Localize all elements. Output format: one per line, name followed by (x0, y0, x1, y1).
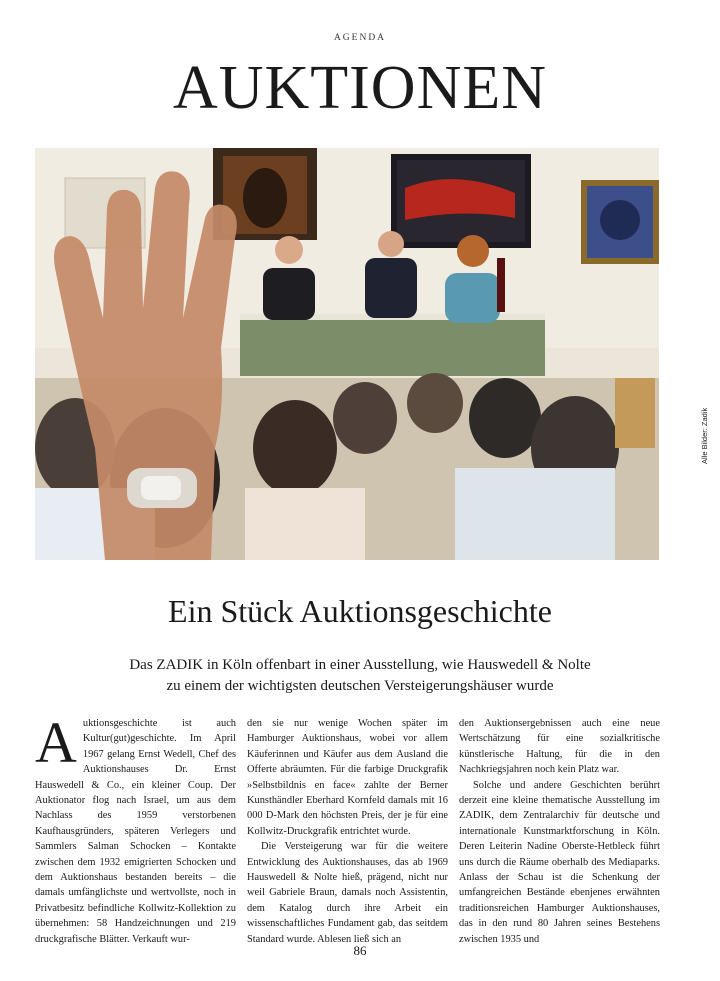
auction-photo (35, 148, 659, 560)
article-column-3 (459, 716, 660, 947)
column-3-paragraph-2: Solche und andere Geschichten berührt derzeit eine kleine thematische Ausstellung im ZADIK, dem Zentralarchiv für deutsche und internationale Kunstmarktforschung in Köln. Deren Leiterin Nadine Oberste-Hetbleck führt uns durch die Räume oberhalb des Mediaparks. Anlass der Schau ist die Schenkung der umfangreichen Bestände ebenjenes erwähnten traditionsreichen Hamburger Auktionshauses, das in den rund 80 Jahren seines Bestehens zwischen 1935 und (459, 779, 660, 945)
column-2-paragraph-2: Die Versteigerung war für die weitere Entwicklung des Auktionshauses, das ab 1969 Hauswedell & Nolte hieß, prägend, nicht nur weil Gabriele Braun, damals noch Assistentin, dem Katalog durch ihre Arbeit ein wissenschaftliches Fundament gab, das seitdem Standard wurde. Ablesen ließ sich an (247, 841, 448, 945)
subhead-line-1: Das ZADIK in Köln offenbart in einer Ausstellung, wie Hauswedell & Nolte (129, 657, 591, 673)
column-2-paragraph-1: den sie nur wenige Wochen später im Hamburger Auktionshaus, wobei vor allem Käuferinnen und Käufer aus dem Ausland die Offerte abräumten. Für die farbige Druckgrafik »Selbstbildnis en face« zahlte der Berner Kunsthändler Eberhard Kornfeld damals mit 16 000 D-Mark den höchsten Preis, der je für eine Kollwitz-Druckgrafik entrichtet wurde. (247, 718, 448, 837)
column-1-paragraph: uktionsgeschichte ist auch Kultur(gut)geschichte. Im April 1967 gelang Ernst Wedell, Chef des Auktionshauses Dr. Ernst Hauswedell & Co., ein kleiner Coup. Der Auktionator flog nach Israel, um aus dem Nachlass des 1959 verstorbenen Kaufhausgründers, späteren Verlegers und Sammlers Salman Schocken – Kontakte zwischen dem 1932 emigrierten Schocken und dem Auktionshaus bestanden bereits – die damals umfänglichste und wertvollste, noch in Privatbesitz befindliche Kollwitz-Kollektion zu übernehmen: 58 Handzeichnungen und 219 druckgrafische Blätter. Verkauft wur- (35, 718, 236, 945)
drop-cap: A (35, 710, 77, 775)
article-column-2 (247, 716, 448, 947)
column-3-paragraph-1: den Auktionsergebnissen auch eine neue Wertschätzung für eine sozialkritische künstlerische Haltung, für die in den Nachkriegsjahren noch kein Platz war. (459, 718, 660, 776)
article-column-1 (35, 710, 236, 947)
article-subhead (100, 655, 620, 697)
section-kicker: AGENDA (333, 33, 387, 43)
photo-credit-text: Alle Bilder: Zadik (700, 407, 709, 464)
auction-photo-illustration (35, 148, 659, 560)
article-headline: Ein Stück Auktionsgeschichte (168, 593, 552, 629)
page-title: AUKTIONEN (172, 54, 548, 122)
page-number: 86 (353, 943, 367, 958)
subhead-line-2: zu einem der wichtigsten deutschen Versteigerungshäuser wurde (166, 678, 554, 694)
